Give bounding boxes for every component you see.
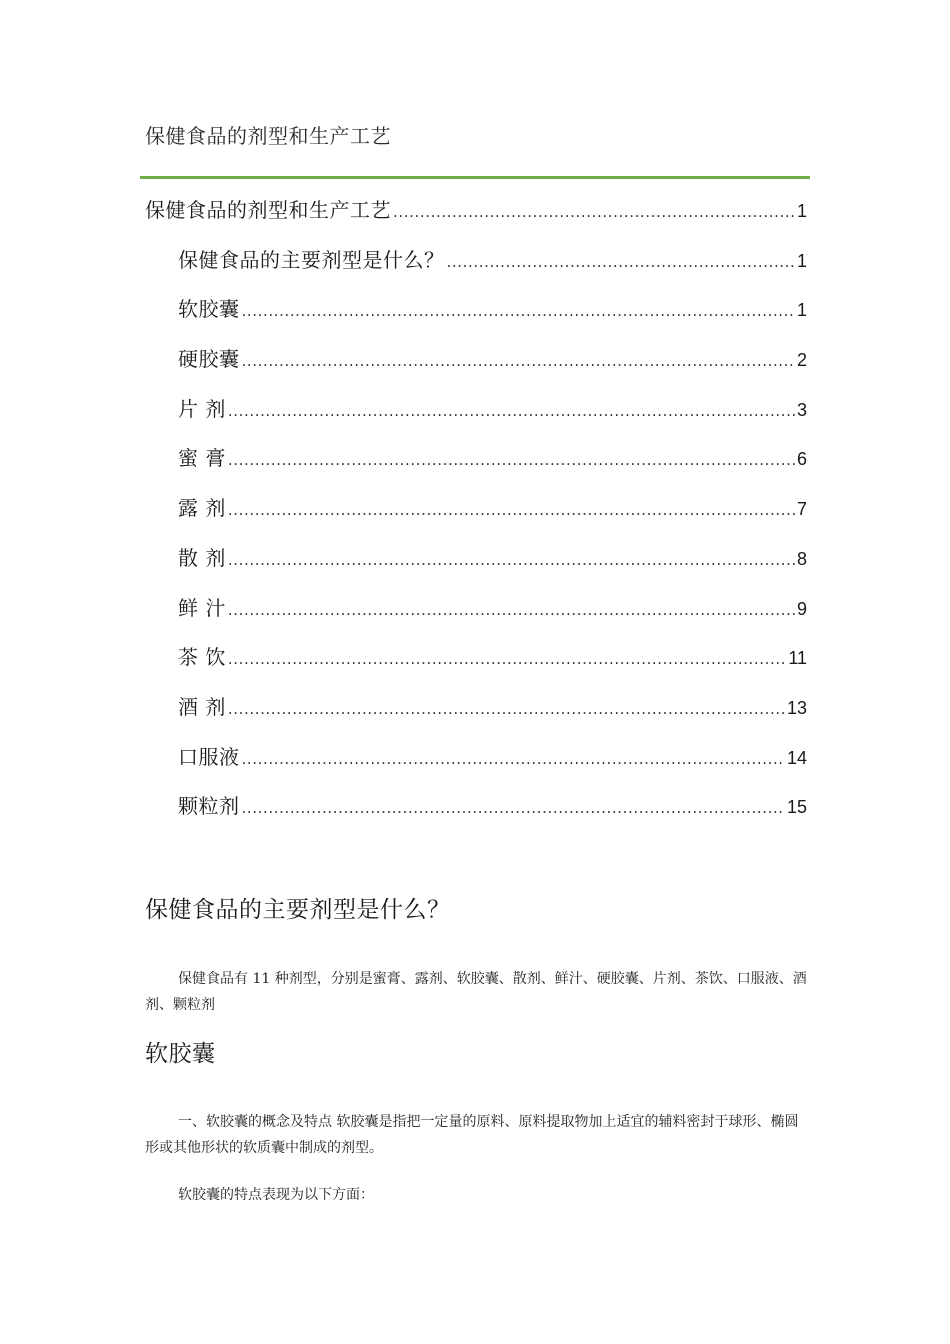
- toc-page-number: 1: [796, 201, 807, 221]
- toc-entry-powder[interactable]: [145, 542, 807, 592]
- toc-label: 颗粒剂: [178, 794, 240, 819]
- toc-label: 保健食品的主要剂型是什么？: [178, 247, 445, 272]
- toc-page-number: 6: [796, 449, 807, 470]
- toc-label: 酒 剂: [178, 694, 226, 719]
- toc-entry-tablet[interactable]: [145, 393, 807, 443]
- toc-page-number: 11: [788, 648, 807, 669]
- toc-label: 鲜 汁: [178, 595, 226, 620]
- toc-entry-main-types[interactable]: [145, 244, 807, 294]
- toc-label: 散 剂: [178, 545, 226, 570]
- toc-label: 软胶囊: [178, 297, 240, 322]
- toc-leader-dots: [228, 551, 795, 569]
- toc-leader-dots: [242, 352, 795, 370]
- toc-entry-oral-liquid[interactable]: [145, 741, 807, 791]
- paragraph-soft-capsule-definition: 一、软胶囊的概念及特点 软胶囊是指把一定量的原料、原料提取物加上适宜的辅料密封于球形、椭圆形或其他形状的软质囊中制成的剂型。: [145, 1114, 799, 1156]
- paragraph-main-types: 保健食品有 11 种剂型，分别是蜜膏、露剂、软胶囊、散剂、鲜汁、硬胶囊、片剂、茶饮、口服液、酒剂、颗粒剂: [145, 971, 807, 1013]
- toc-label: 蜜 膏: [178, 446, 226, 471]
- toc-page-number: 13: [786, 697, 807, 718]
- toc-label: 硬胶囊: [178, 347, 240, 372]
- toc-page-number: 7: [796, 499, 807, 520]
- table-of-contents: [145, 194, 807, 840]
- toc-leader-dots: [228, 601, 795, 619]
- paragraph-soft-capsule-features: 软胶囊的特点表现为以下方面：: [178, 1187, 374, 1203]
- toc-page-number: 14: [786, 747, 807, 768]
- toc-page-number: 1: [796, 250, 807, 271]
- toc-page-number: 15: [786, 797, 807, 818]
- toc-leader-dots: [447, 253, 795, 271]
- document-title: 保健食品的剂型和生产工艺: [145, 124, 391, 148]
- toc-page-number: 3: [796, 399, 807, 420]
- toc-entry-fresh-juice[interactable]: [145, 592, 807, 642]
- toc-leader-dots: [242, 750, 785, 768]
- toc-leader-dots: [228, 650, 786, 668]
- toc-entry-honey-paste[interactable]: [145, 442, 807, 492]
- toc-entry-hard-capsule[interactable]: [145, 343, 807, 393]
- toc-label: 茶 饮: [178, 645, 226, 670]
- toc-label: 片 剂: [178, 396, 226, 421]
- toc-page-number: 9: [796, 598, 807, 619]
- toc-page-number: 8: [796, 548, 807, 569]
- toc-page-number: 2: [796, 350, 807, 371]
- toc-leader-dots: [228, 501, 795, 519]
- toc-leader-dots: [242, 302, 795, 320]
- title-divider: [140, 176, 810, 179]
- toc-label: 口服液: [178, 744, 240, 769]
- toc-entry-distillate[interactable]: [145, 492, 807, 542]
- toc-entry-tea-drink[interactable]: [145, 641, 807, 691]
- section-heading-soft-capsule: 软胶囊: [145, 1041, 216, 1067]
- section-heading-main-types: 保健食品的主要剂型是什么？: [145, 897, 451, 923]
- toc-page-number: 1: [796, 300, 807, 321]
- toc-entry-main-title[interactable]: [145, 194, 807, 244]
- toc-label: 保健食品的剂型和生产工艺: [145, 198, 391, 222]
- toc-entry-granule[interactable]: [145, 790, 807, 840]
- toc-leader-dots: [393, 203, 795, 221]
- toc-leader-dots: [242, 799, 785, 817]
- toc-leader-dots: [228, 451, 795, 469]
- toc-leader-dots: [228, 700, 785, 718]
- toc-leader-dots: [228, 402, 795, 420]
- toc-entry-soft-capsule[interactable]: [145, 293, 807, 343]
- toc-label: 露 剂: [178, 496, 226, 521]
- toc-entry-wine[interactable]: [145, 691, 807, 741]
